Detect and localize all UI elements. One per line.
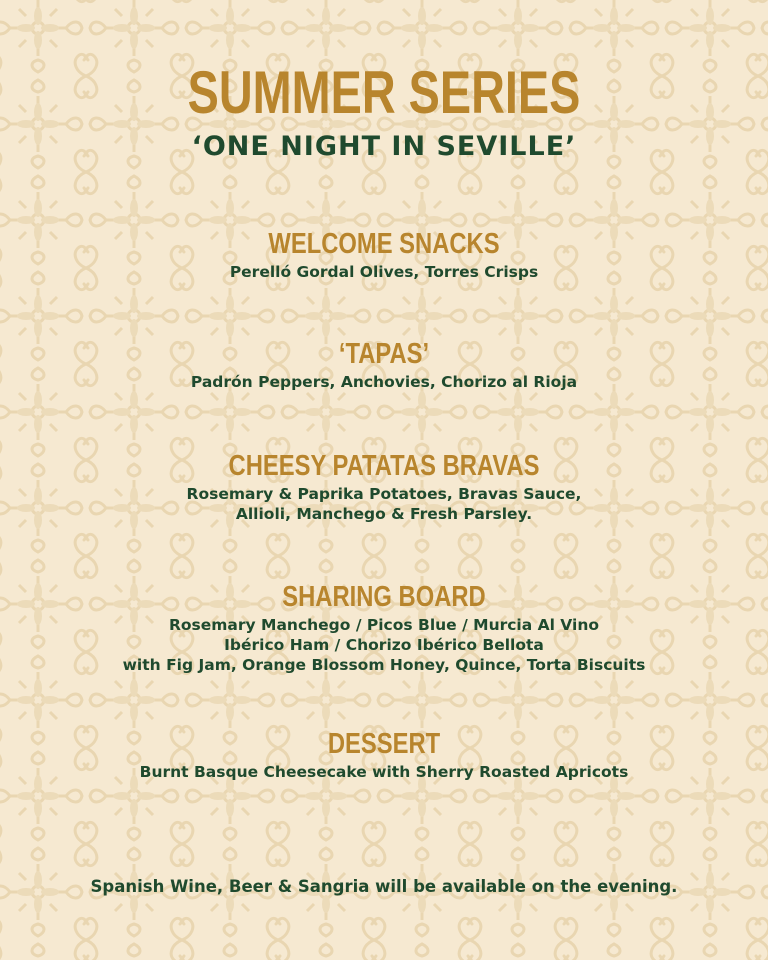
drinks-note: Spanish Wine, Beer & Sangria will be available on the evening.: [90, 877, 678, 896]
section-tapas: [0, 336, 768, 392]
section-heading: CHEESY PATATAS BRAVAS: [228, 450, 540, 482]
section-line: Padrón Peppers, Anchovies, Chorizo al Rioja: [190, 373, 578, 391]
menu-title: SUMMER SERIES: [187, 59, 581, 126]
section-cheesy-patatas-bravas: [0, 448, 768, 524]
menu-subtitle: ‘ONE NIGHT IN SEVILLE’: [191, 131, 577, 162]
section-heading: ‘TAPAS’: [338, 338, 430, 370]
section-line: Burnt Basque Cheesecake with Sherry Roasted Apricots: [139, 763, 629, 781]
section-heading: WELCOME SNACKS: [268, 228, 500, 260]
section-line: Rosemary & Paprika Potatoes, Bravas Sauce,: [186, 485, 582, 503]
section-line: Rosemary Manchego / Picos Blue / Murcia Al Vino: [168, 616, 600, 634]
section-line: Allioli, Manchego & Fresh Parsley.: [235, 505, 533, 523]
section-heading: SHARING BOARD: [282, 581, 486, 613]
section-heading: DESSERT: [327, 728, 441, 760]
section-dessert: [0, 726, 768, 782]
section-sharing-board: [0, 579, 768, 675]
section-line: Perelló Gordal Olives, Torres Crisps: [229, 263, 539, 281]
section-line: with Fig Jam, Orange Blossom Honey, Quince, Torta Biscuits: [122, 656, 646, 674]
section-line: Ibérico Ham / Chorizo Ibérico Bellota: [224, 636, 544, 654]
section-welcome-snacks: [0, 226, 768, 282]
